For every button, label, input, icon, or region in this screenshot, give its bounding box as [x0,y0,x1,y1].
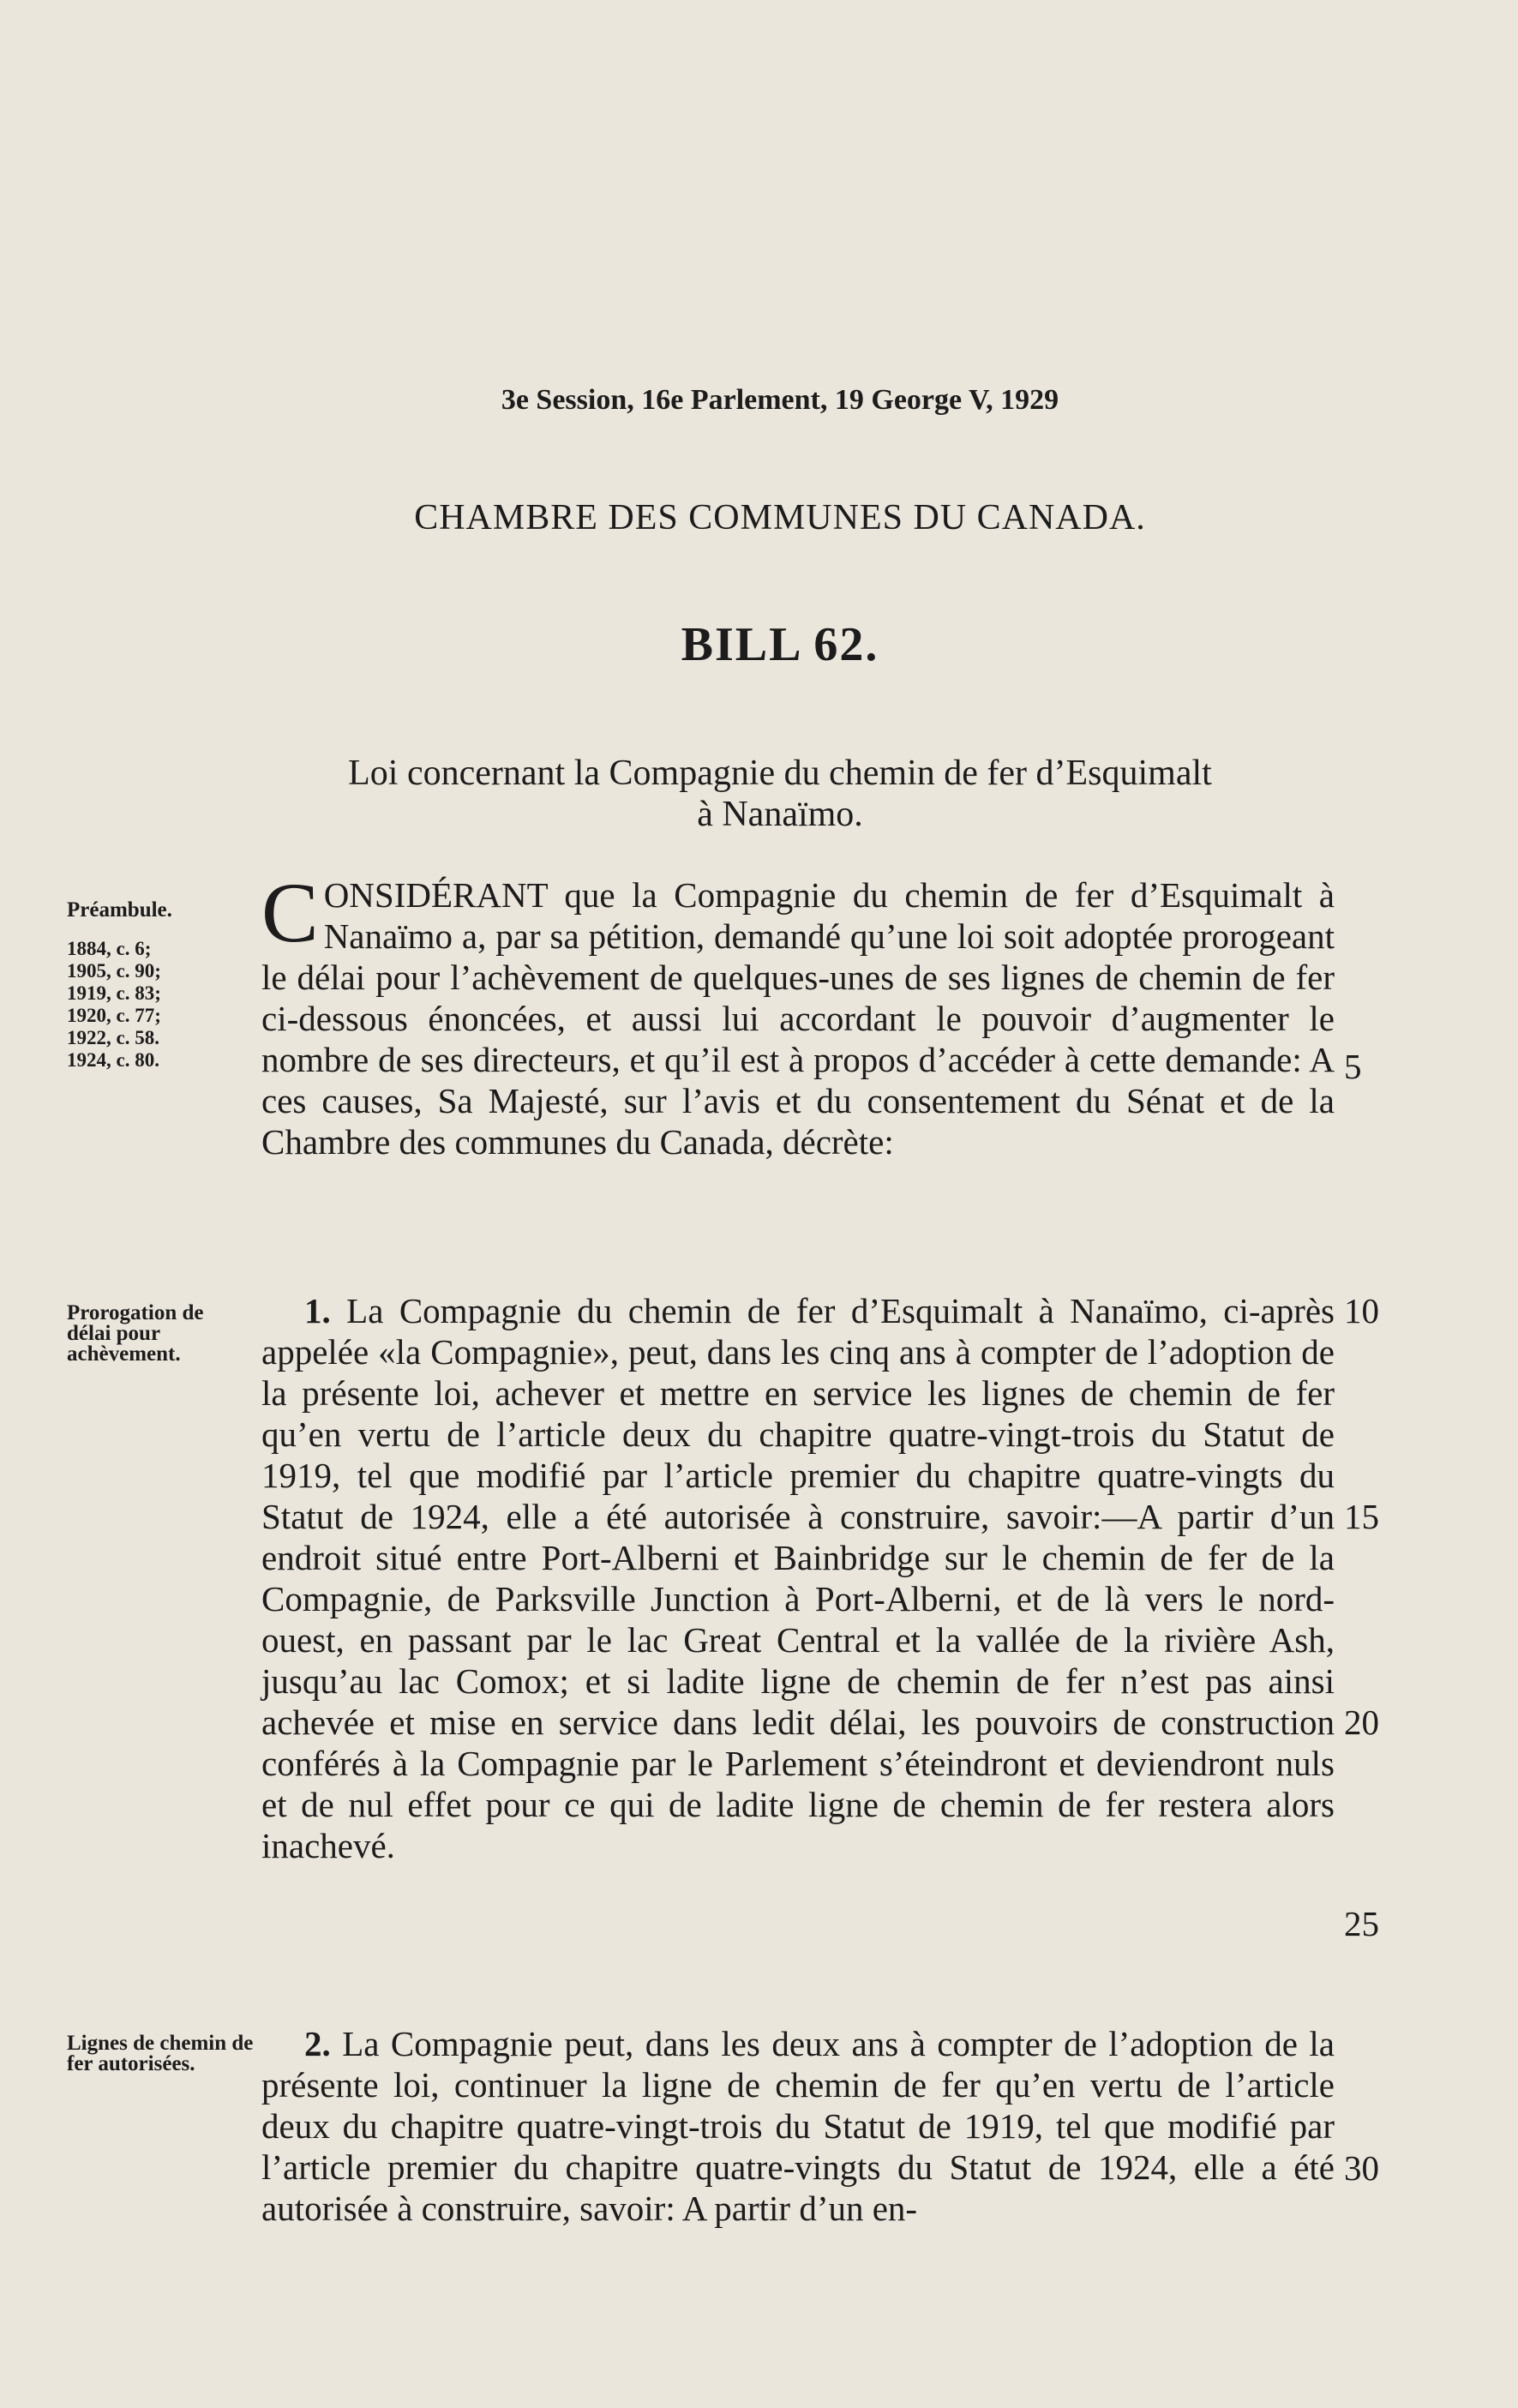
section-number: 1. [304,1291,331,1330]
bill-number: BILL 62. [681,618,879,671]
preamble-note-label: Préambule. [67,898,172,922]
line-number: 20 [1344,1702,1379,1742]
section-2-text: La Compagnie peut, dans les deux ans à compter de l’adoption de la présente loi, continuer la ligne de chemin de fer qu’en vertu de l’article deux du chapitre quatre-vingt-trois du Statut de 1919, tel que modifié par l’article premier du chapitre quatre-vingts du Statut de 1924, elle a été autorisée à construire, savoir: A partir d’un en- [261,2024,1335,2228]
section-1 [261,1290,1335,1866]
bill-subject-line-2: à Nanaïmo. [697,795,863,834]
margin-note-lignes: Lignes de chemin de fer autorisées. [67,2032,254,2075]
chamber-title: CHAMBRE DES COMMUNES DU CANADA. [414,498,1146,537]
line-number: 10 [1344,1291,1379,1330]
citation: 1922, c. 58. [67,1027,159,1048]
citation: 1884, c. 6; [67,938,152,959]
margin-note-preamble [67,900,266,1072]
line-number: 25 [1344,1904,1379,1943]
citation: 1919, c. 83; [67,982,161,1004]
section-2 [261,2023,1335,2229]
preamble-text: ONSIDÉRANT que la Compagnie du chemin de fer d’Esquimalt à Nanaïmo a, par sa pétition, demandé qu’une loi soit adoptée prorogeant le délai pour l’achèvement de quelques-unes de ses lignes de chemin de fer ci-dessous énoncées, et aussi lui accordant le pouvoir d’augmenter le nombre de ses directeurs, et qu’il est à propos d’accéder à cette demande: A ces causes, Sa Majesté, sur l’avis et du consentement du Sénat et de la Chambre des communes du Canada, décrète: [261,875,1335,1162]
line-number: 5 [1344,1047,1362,1086]
citation: 1905, c. 90; [67,960,161,982]
line-number: 30 [1344,2148,1379,2188]
line-number: 15 [1344,1497,1379,1536]
bill-subject-line-1: Loi concernant la Compagnie du chemin de fer d’Esquimalt [348,754,1212,793]
session-header: 3e Session, 16e Parlement, 19 George V, 1929 [501,384,1059,416]
section-1-text: La Compagnie du chemin de fer d’Esquimalt à Nanaïmo, ci-après appelée «la Compagnie», peut, dans les cinq ans à compter de l’adoption de la présente loi, achever et mettre en service les lignes de chemin de fer qu’en vertu de l’article deux du chapitre quatre-vingt-trois du Statut de 1919, tel que modifié par l’article premier du chapitre quatre-vingts du Statut de 1924, elle a été autorisée à construire, savoir:—A partir d’un endroit situé entre Port-Alberni et Bainbridge sur le chemin de fer de la Compagnie, de Parksville Junction à Port-Alberni, et de là vers le nord-ouest, en passant par le lac Great Central et la vallée de la rivière Ash, jusqu’au lac Comox; et si ladite ligne de chemin de fer n’est pas ainsi achevée et mise en service dans ledit délai, les pouvoirs de construction conférés à la Compagnie par le Parlement s’éteindront et deviendront nuls et de nul effet pour ce qui de ladite ligne de chemin de fer restera alors inachevé. [261,1291,1335,1865]
citation: 1924, c. 80. [67,1049,159,1071]
citation: 1920, c. 77; [67,1005,161,1026]
margin-note-prorogation: Prorogation de délai pour achèvement. [67,1301,204,1366]
bill-subject [214,753,1346,835]
citation-list [67,938,266,1072]
preamble-paragraph [261,865,1335,1162]
drop-cap: C [261,865,319,960]
section-number: 2. [304,2024,331,2063]
